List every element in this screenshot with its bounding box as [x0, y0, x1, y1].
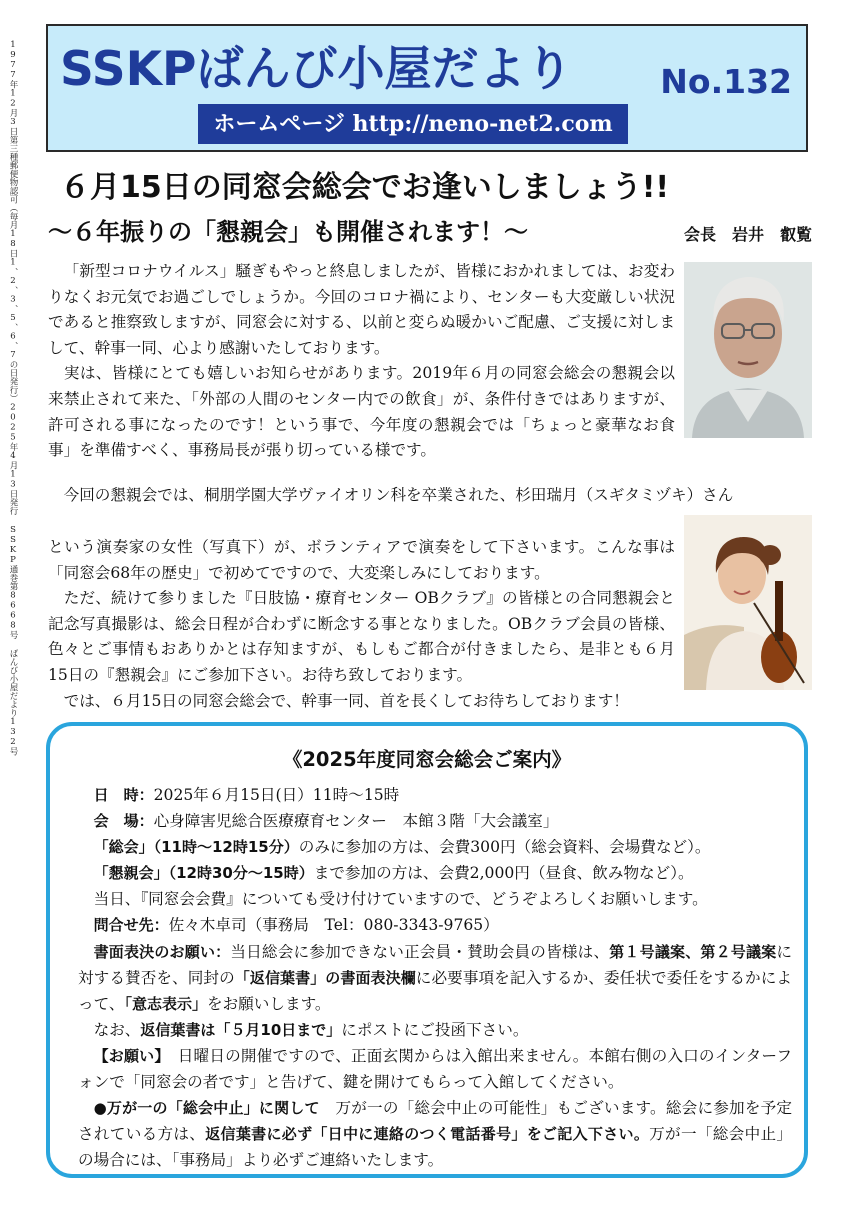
place-row: 会 場：心身障害児総合医療療育センター 本館３階「大会議室」 — [93, 812, 559, 831]
info-box-title: 《2025年度同窓会総会ご案内》 — [282, 748, 572, 771]
portrait-illustration — [684, 262, 812, 438]
article-paragraph: という演奏家の女性（写真下）が、ボランティアで演奏をして下さいます。こんな事は「同窓会68年の歴史」で初めてですので、大変楽しみにしております。 ただ、続けて参りました『日肢協・療育センター OBクラブ』の皆様との合同懇親会と記念写真撮影は、総会日程が合わずに断念する事となりました。OBクラブ会員の皆様、色々とご事情もおありかとは存知ますが、もしもご都合が付きましたら、是非とも６月15日の『懇親会』にご参加下さい。お待ち致しております。 では、６月15日の同窓会総会で、幹事一同、首を長くしてお待ちしております！ — [48, 538, 675, 710]
party-fee: 「懇親会」（12時30分～15時）まで参加の方は、会費2,000円（昼食、飲み物など）。 — [93, 864, 694, 883]
portrait-photo — [684, 262, 812, 438]
contact-row: 問合せ先：佐々木卓司（事務局 Tel：080-3343-9765） — [93, 916, 499, 935]
article-paragraph: 「新型コロナウイルス」騒ぎもやっと終息しましたが、皆様におかれましては、お変わりなくお元気でお過ごしでしょうか。今回のコロナ禍により、センターも大変厳しい状況であると推察致しますが、同窓会に対する、以前と変らぬ暖かいご配慮、ご支援に対しまして、幹事一同、心より感謝いたしております。 実は、皆様にとても嬉しいお知らせがあります。2019年６月の同窓会総会の懇親会以来禁止されて来た、「外部の人間のセンター内での飲食」が、条件付きではありますが、許可される事になったのです！という事で、今年度の懇親会では「ちょっと豪華なお食事」を準備すべく、事務局長が張り切っている様です。 — [48, 262, 675, 460]
issue-number: No.132 — [660, 62, 792, 101]
date-row: 日 時：2025年６月15日(日）11時～15時 — [93, 786, 400, 804]
postal-notice-vertical: 1977年12月3日第三種郵便物認可（毎月18日1、2、3、5、6、7の日発行）2025年4月13日発行 SSKP通巻第8668号 ばんび小屋だより132号 — [8, 40, 18, 756]
violinist-photo — [684, 515, 812, 690]
violinist-illustration — [684, 515, 812, 690]
info-box-body — [78, 782, 792, 1173]
newsletter-title: SSKPばんび小屋だより — [60, 42, 573, 97]
headline: ６月15日の同窓会総会でお逢いしましょう!! — [60, 170, 670, 205]
article-paragraph: 今回の懇親会では、桐朋学園大学ヴァイオリン科を卒業された、杉田瑞月（スギタミヅキ）さん — [63, 486, 734, 504]
reply-deadline: なお、返信葉書は「５月10日まで」にポストにご投函下さい。 — [93, 1020, 529, 1039]
entrance-request: 【お願い】 日曜日の開催ですので、正面玄関からは入館出来ません。本館右側の入口のインターフォンで「同窓会の者です」と告げて、鍵を開けてもらって入館してください。 — [78, 1046, 792, 1092]
membership-fee-note: 当日、『同窓会会費』についても受け付けていますので、どうぞよろしくお願いします。 — [93, 890, 708, 909]
cancellation-notice: ●万が一の「総会中止」に関して 万が一の「総会中止の可能性」もございます。総会に参加を予定されている方は、返信葉書に必ず「日中に連絡のつく電話番号」をご記入下さい。万が一「総会中止」の場合には、「事務局」より必ずご連絡いたします。 — [78, 1099, 792, 1170]
author-byline: 会長 岩井 叡覧 — [683, 225, 812, 244]
meeting-info-box — [46, 722, 808, 1178]
subheadline: ～６年振りの「懇親会」も開催されます！～ — [48, 218, 528, 246]
general-meeting-fee: 「総会」（11時～12時15分）のみに参加の方は、会費300円（総会資料、会場費など）。 — [93, 838, 711, 857]
masthead — [46, 24, 808, 152]
homepage-banner[interactable]: ホームページ http://neno-net2.com — [198, 104, 628, 144]
written-vote-request: 書面表決のお願い：当日総会に参加できない正会員・賛助会員の皆様は、第１号議案、第２号議案に対する賛否を、同封の「返信葉書」の書面表決欄に必要事項を記入するか、委任状で委任をするかによって、「意志表示」をお願いします。 — [78, 942, 792, 1013]
